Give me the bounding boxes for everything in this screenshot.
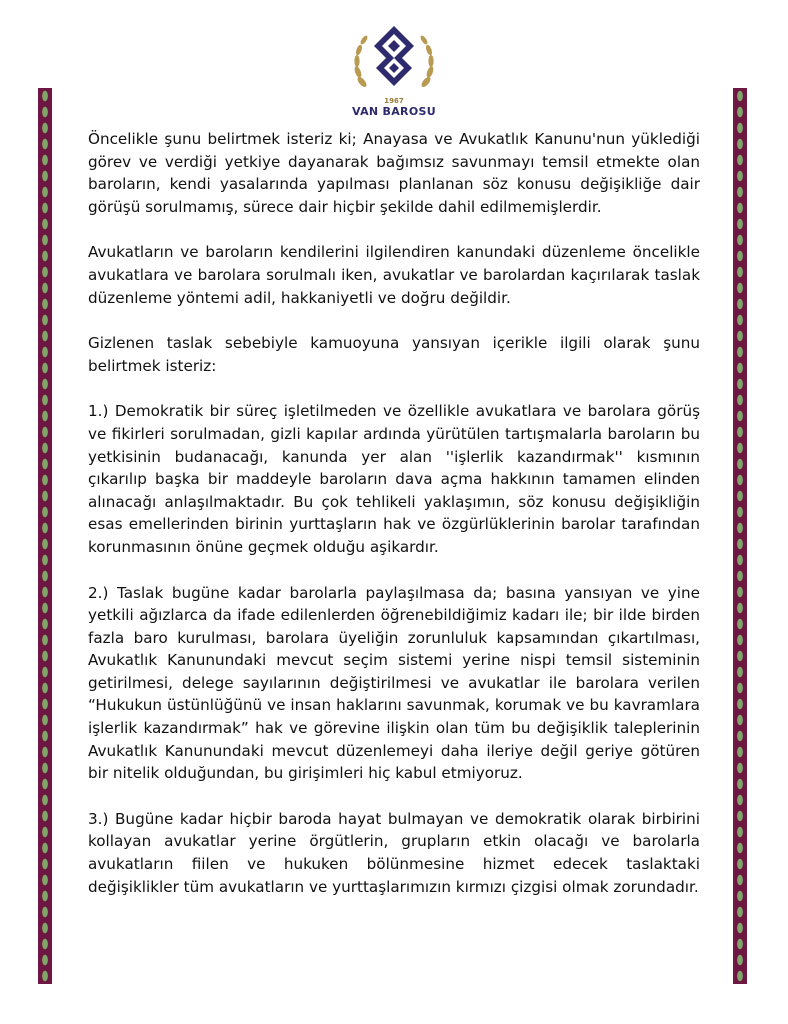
logo-name: VAN BAROSU [352, 105, 436, 118]
paragraph-point-3: 3.) Bugüne kadar hiçbir baroda hayat bulmayan ve demokratik olarak birbirini kollayan avukatlar yerine örgütlerin, grupların etkin olacağı ve barolarla avukatların fiilen ve hukuken bölünmesine hizmet edecek taslaktaki değişiklikler tüm avukatların ve yurttaşlarımızın kırmızı çizgisi olmak zorundadır. [88, 809, 700, 896]
van-barosu-emblem-icon [344, 20, 444, 100]
paragraph-point-1: 1.) Demokratik bir süreç işletilmeden ve özellikle avukatlara ve barolara görüş ve fikirleri sorulmadan, gizli kapılar ardında yürütülen tartışmalarla baroların bu yetkisinin budanacağı, kanunda yer alan ''işlerlik kazandırmak'' kısmının çıkarılıp başka bir maddeyle baroların dava açma hakkının tamamen elinden alınacağı anlaşılmaktadır. Bu çok tehlikeli yaklaşımın, söz konusu değişikliğin esas emellerinden birinin yurttaşların hak ve özgürlüklerinin barolar tarafından korunmasının önüne geçmek olduğu aşikardır. [88, 402, 700, 556]
decorative-border-right [733, 88, 747, 984]
paragraph-intro: Öncelikle şunu belirtmek isteriz ki; Anayasa ve Avukatlık Kanunu'nun yüklediği görev ve verdiği yetkiye dayanarak bağımsız savunmayı temsil etmekte olan baroların, kendi yasalarında yapılması planlanan söz konusu değişikliğe dair görüşü sorulmamış, sürece dair hiçbir şekilde dahil edilmemişlerdir. [88, 130, 700, 216]
paragraph-statement-lead: Gizlenen taslak sebebiyle kamuoyuna yansıyan içerikle ilgili olarak şunu belirtmek isteriz: [88, 334, 700, 375]
press-statement-body [88, 128, 700, 921]
paragraph-consultation: Avukatların ve baroların kendilerini ilgilendiren kanundaki düzenleme öncelikle avukatlara ve barolara sorulmalı iken, avukatlar ve barolardan kaçırılarak taslak düzenleme yöntemi adil, hakkaniyetli ve doğru değildir. [88, 243, 700, 307]
van-barosu-logo [344, 20, 444, 120]
decorative-border-left [38, 88, 52, 984]
logo-year: 1967 [384, 97, 404, 105]
paragraph-point-2: 2.) Taslak bugüne kadar barolarla paylaşılmasa da; basına yansıyan ve yine yetkili ağızlarca da ifade edilenlerden öğrenebildiğimiz kadarı ile; bir ilde birden fazla baro kurulması, barolara üyeliğin zorunluluk kapsamından çıkartılması, Avukatlık Kanunundaki mevcut seçim sistemi yerine nispi temsil sisteminin getirilmesi, delege sayılarının değiştirilmesi ve avukatlar ile barolara verilen “Hukukun üstünlüğünü ve insan haklarını savunmak, korumak ve bu kavramlara işlerlik kazandırmak” hak ve görevine ilişkin olan tüm bu değişiklik taleplerinin Avukatlık Kanunundaki mevcut düzenlemeyi daha ileriye değil geriye götüren bir nitelik olduğundan, bu girişimleri hiç kabul etmiyoruz. [88, 583, 700, 783]
